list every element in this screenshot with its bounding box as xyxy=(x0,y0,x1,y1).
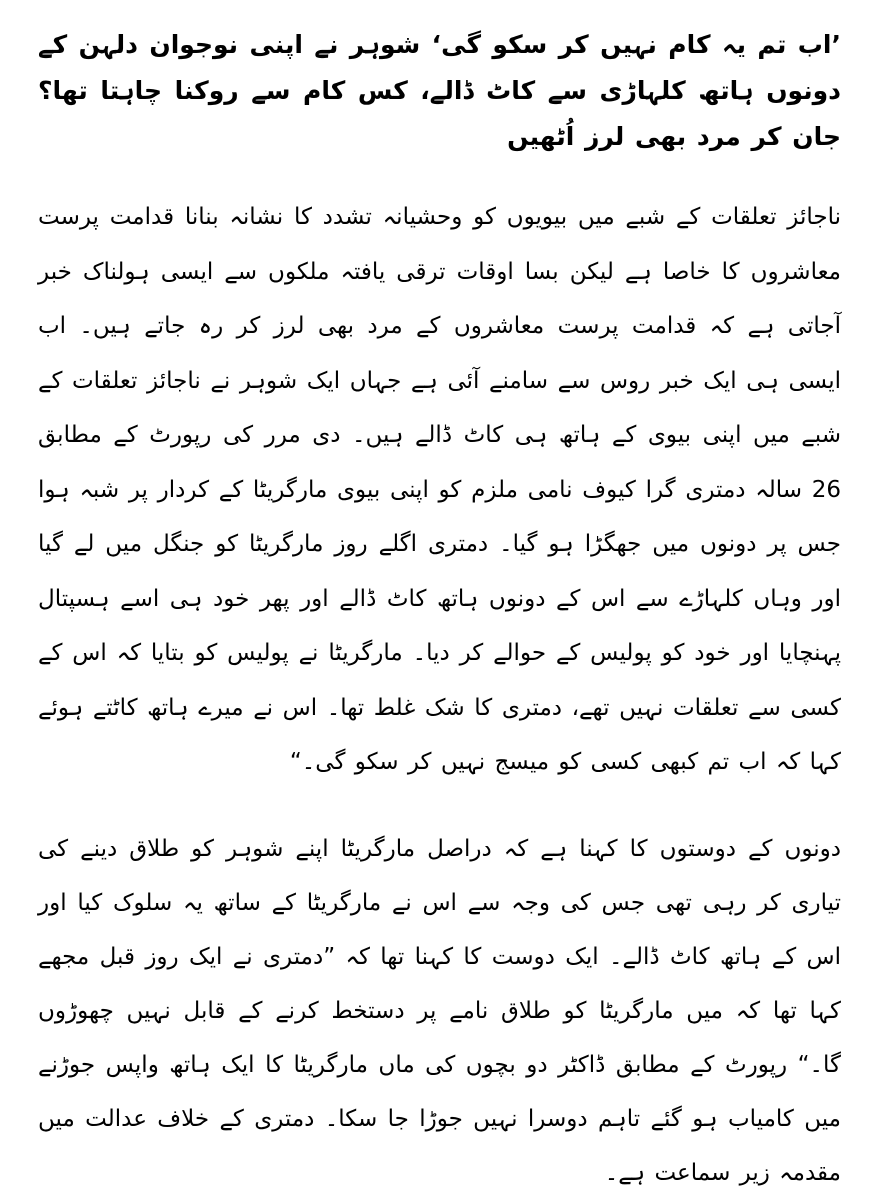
article-headline: ’اب تم یہ کام نہیں کر سکو گی‘ شوہر نے اپنی نوجوان دلہن کے دونوں ہاتھ کلہاڑی سے کاٹ ڈالے، کس کام سے روکنا چاہتا تھا؟ جان کر مرد بھی لرز اُٹھیں xyxy=(38,30,841,151)
article-paragraph: دونوں کے دوستوں کا کہنا ہے کہ دراصل مارگریٹا اپنے شوہر کو طلاق دینے کی تیاری کر رہی تھی جس کی وجہ سے اس نے مارگریٹا کے ساتھ یہ سلوک کیا اور اس کے ہاتھ کاٹ ڈالے۔ ایک دوست کا کہنا تھا کہ ”دمتری نے ایک روز قبل مجھے کہا تھا کہ میں مارگریٹا کو طلاق نامے پر دستخط کرنے کے قابل نہیں چھوڑوں گا۔“ رپورٹ کے مطابق ڈاکٹر دو بچوں کی ماں مارگریٹا کا ایک ہاتھ واپس جوڑنے میں کامیاب ہو گئے تاہم دوسرا نہیں جوڑا جا سکا۔ دمتری کے خلاف عدالت میں مقدمہ زیر سماعت ہے۔ xyxy=(38,835,841,1186)
article-body xyxy=(38,190,841,1200)
article-paragraph: ناجائز تعلقات کے شبے میں بیویوں کو وحشیانہ تشدد کا نشانہ بنانا قدامت پرست معاشروں کا خاصا ہے لیکن بسا اوقات ترقی یافتہ ملکوں سے ایسی ہولناک خبر آجاتی ہے کہ قدامت پرست معاشروں کے مرد بھی لرز کر رہ جاتے ہیں۔ اب ایسی ہی ایک خبر روس سے سامنے آئی ہے جہاں ایک شوہر نے ناجائز تعلقات کے شبے میں اپنی بیوی کے ہاتھ ہی کاٹ ڈالے ہیں۔ دی مرر کی رپورٹ کے مطابق 26 سالہ دمتری گرا کیوف نامی ملزم کو اپنی بیوی مارگریٹا کے کردار پر شبہ ہوا جس پر دونوں میں جھگڑا ہو گیا۔ دمتری اگلے روز مارگریٹا کو جنگل میں لے گیا اور وہاں کلہاڑے سے اس کے دونوں ہاتھ کاٹ ڈالے اور پھر خود ہی اسے ہسپتال پہنچایا اور خود کو پولیس کے حوالے کر دیا۔ مارگریٹا نے پولیس کو بتایا کہ اس کے کسی سے تعلقات نہیں تھے، دمتری کا شک غلط تھا۔ اس نے میرے ہاتھ کاٹتے ہوئے کہا کہ اب تم کبھی کسی کو میسج نہیں کر سکو گی۔“ xyxy=(38,204,841,775)
